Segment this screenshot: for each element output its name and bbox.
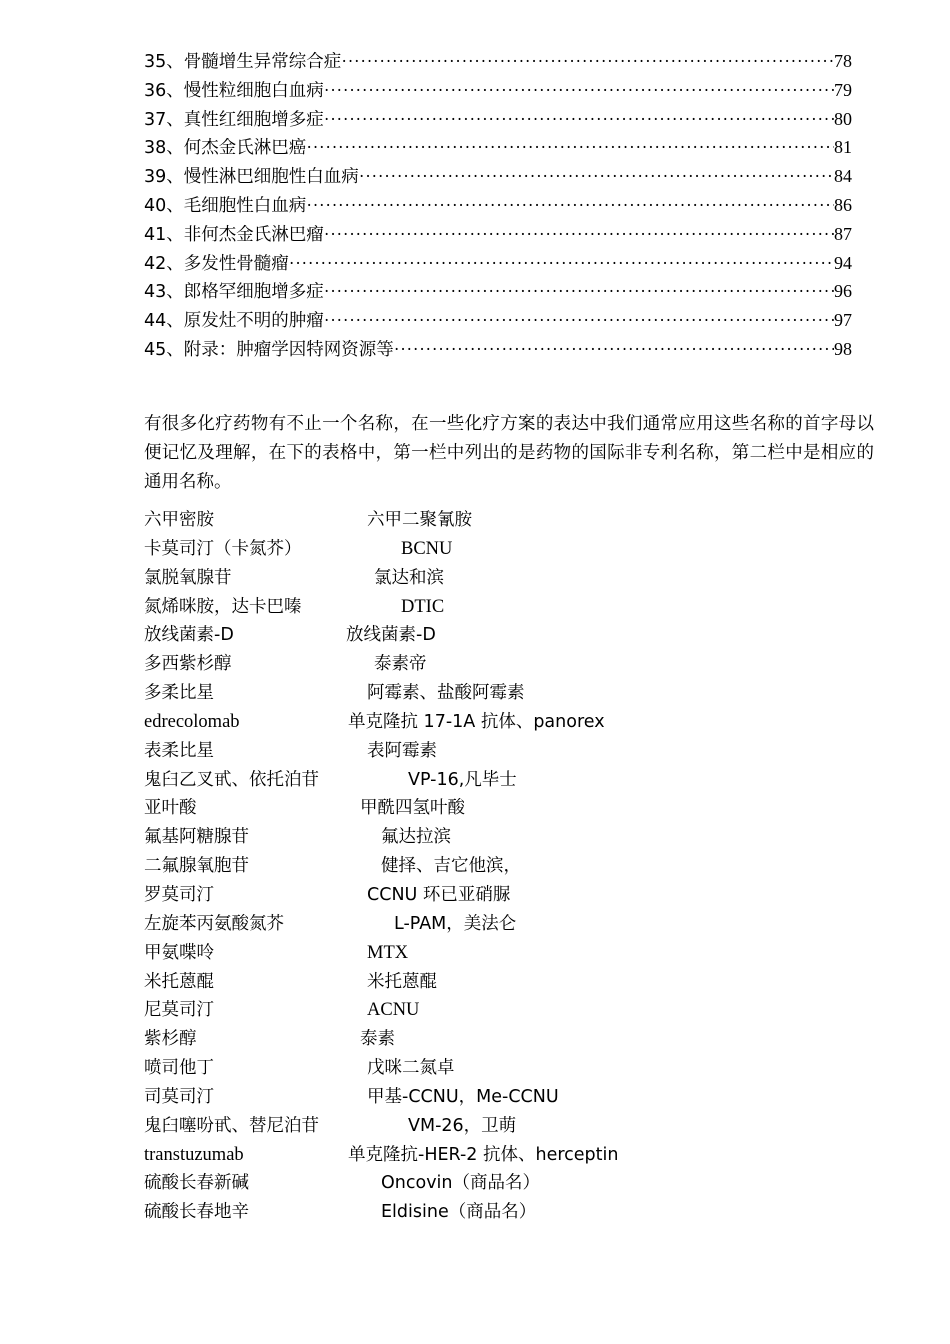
drug-inn-name: 喷司他丁	[144, 1058, 214, 1079]
drug-generic-name: BCNU	[401, 538, 453, 559]
drug-generic-name: 米托蒽醌	[367, 971, 437, 992]
drug-generic-name: 氟达拉滨	[381, 827, 451, 848]
toc-entry[interactable]	[144, 105, 852, 134]
drug-inn-name: 罗莫司汀	[144, 884, 214, 905]
toc-page-number: 80	[834, 108, 852, 129]
toc-entry[interactable]	[144, 76, 852, 105]
toc-page-number: 98	[834, 338, 852, 359]
toc-entry-title: 38、何杰金氏淋巴癌	[144, 138, 307, 159]
drug-inn-name: 氟基阿糖腺苷	[144, 827, 249, 848]
drug-inn-name: 鬼臼噻吩甙、替尼泊苷	[144, 1115, 319, 1136]
drug-inn-name: 卡莫司汀（卡氮芥）	[144, 538, 302, 559]
drug-row	[144, 1054, 844, 1083]
drug-generic-name: L-PAM，美法仑	[394, 913, 517, 934]
toc-entry[interactable]	[144, 277, 852, 306]
toc-entry-title: 39、慢性淋巴细胞性白血病	[144, 167, 359, 188]
toc-entry[interactable]	[144, 306, 852, 335]
drug-generic-name: DTIC	[401, 596, 445, 617]
drug-row	[144, 968, 844, 997]
drug-inn-name: 表柔比星	[144, 740, 214, 761]
toc-leader-dots	[394, 335, 834, 364]
toc-entry-title: 40、毛细胞性白血病	[144, 195, 307, 216]
drug-generic-name: 泰素帝	[374, 654, 427, 675]
drug-inn-name: 氮烯咪胺，达卡巴嗪	[144, 596, 302, 617]
toc-entry-title: 35、骨髓增生异常综合症	[144, 52, 342, 72]
drug-generic-name: 泰素	[360, 1029, 395, 1050]
toc-page-number: 96	[834, 281, 852, 302]
drug-inn-name: 放线菌素-D	[144, 625, 234, 646]
drug-generic-name: VP-16,凡毕士	[408, 769, 517, 790]
drug-row	[144, 621, 844, 650]
drug-inn-name: 司莫司汀	[144, 1086, 214, 1107]
drug-generic-name: MTX	[367, 942, 409, 963]
drug-generic-name: Oncovin（商品名）	[381, 1173, 541, 1194]
toc-entry[interactable]	[144, 191, 852, 220]
drug-generic-name: 甲酰四氢叶酸	[360, 798, 465, 819]
drug-row	[144, 794, 844, 823]
toc-entry[interactable]	[144, 249, 852, 278]
drug-generic-name: 单克隆抗 17-1A 抗体、panorex	[348, 711, 605, 732]
drug-generic-name: ACNU	[367, 1000, 420, 1021]
drug-row	[144, 1198, 844, 1227]
drug-row	[144, 1112, 844, 1141]
drug-inn-name: 甲氨喋呤	[144, 942, 214, 963]
drug-row	[144, 708, 844, 737]
drug-row	[144, 650, 844, 679]
toc-leader-dots	[324, 76, 834, 105]
drug-row	[144, 564, 844, 593]
toc-page-number: 86	[834, 194, 852, 215]
intro-paragraph: 有很多化疗药物有不止一个名称，在一些化疗方案的表达中我们通常应用这些名称的首字母以便记忆及理解，在下的表格中，第一栏中列出的是药物的国际非专利名称，第二栏中是相应的通用名称。	[144, 413, 874, 492]
drug-inn-name: transtuzumab	[144, 1144, 244, 1165]
drug-inn-name: 鬼臼乙叉甙、依托泊苷	[144, 769, 319, 790]
drug-inn-name: 硫酸长春地辛	[144, 1202, 249, 1223]
toc-page-number: 84	[834, 166, 852, 187]
drug-generic-name: 阿霉素、盐酸阿霉素	[367, 683, 525, 704]
toc-entry-title: 36、慢性粒细胞白血病	[144, 80, 324, 101]
drug-row	[144, 852, 844, 881]
drug-inn-name: 紫杉醇	[144, 1029, 197, 1050]
toc-entry-title: 43、郎格罕细胞增多症	[144, 282, 324, 303]
drug-row	[144, 737, 844, 766]
drug-inn-name: 尼莫司汀	[144, 1000, 214, 1021]
toc-leader-dots	[341, 47, 834, 76]
drug-generic-name: 甲基-CCNU，Me-CCNU	[367, 1086, 559, 1107]
drug-inn-name: 六甲密胺	[144, 510, 214, 530]
drug-inn-name: 米托蒽醌	[144, 971, 214, 992]
drug-row	[144, 881, 844, 910]
drug-row	[144, 593, 844, 622]
drug-generic-name: 健择、吉它他滨，	[381, 856, 521, 877]
toc-leader-dots	[289, 249, 834, 278]
toc-leader-dots	[306, 133, 834, 162]
drug-row	[144, 766, 844, 795]
table-of-contents	[144, 47, 852, 364]
drug-inn-name: 多柔比星	[144, 683, 214, 704]
drug-row	[144, 1169, 844, 1198]
drug-row	[144, 910, 844, 939]
toc-leader-dots	[324, 306, 834, 335]
drug-inn-name: 硫酸长春新碱	[144, 1173, 249, 1194]
toc-entry-title: 45、附录：肿瘤学因特网资源等	[144, 339, 394, 360]
drug-row	[144, 535, 844, 564]
toc-leader-dots	[306, 191, 834, 220]
drug-generic-name: VM-26，卫萌	[408, 1115, 517, 1136]
drug-generic-name: CCNU 环已亚硝脲	[367, 884, 511, 905]
toc-leader-dots	[359, 162, 834, 191]
toc-entry-title: 44、原发灶不明的肿瘤	[144, 311, 324, 332]
drug-row	[144, 996, 844, 1025]
drug-generic-name: 氯达和滨	[374, 567, 444, 588]
toc-page-number: 78	[834, 51, 852, 71]
drug-inn-name: 二氟腺氧胞苷	[144, 856, 249, 877]
drug-name-list	[144, 506, 844, 1227]
drug-generic-name: 六甲二聚氰胺	[367, 510, 472, 530]
toc-entry[interactable]	[144, 335, 852, 364]
drug-row	[144, 939, 844, 968]
toc-page-number: 87	[834, 223, 852, 244]
toc-entry-title: 42、多发性骨髓瘤	[144, 253, 289, 274]
drug-inn-name: 左旋苯丙氨酸氮芥	[144, 913, 284, 934]
drug-inn-name: 多西紫杉醇	[144, 654, 232, 675]
toc-page-number: 97	[834, 310, 852, 331]
drug-row	[144, 506, 844, 535]
toc-entry-title: 41、非何杰金氏淋巴瘤	[144, 224, 324, 245]
toc-entry[interactable]	[144, 162, 852, 191]
drug-row	[144, 679, 844, 708]
drug-generic-name: 放线菌素-D	[346, 625, 436, 646]
toc-entry[interactable]	[144, 47, 852, 76]
drug-inn-name: 亚叶酸	[144, 798, 197, 819]
drug-row	[144, 1141, 844, 1170]
drug-generic-name: 表阿霉素	[367, 740, 437, 761]
toc-leader-dots	[324, 277, 834, 306]
drug-generic-name: Eldisine（商品名）	[381, 1202, 537, 1223]
drug-generic-name: 单克隆抗-HER-2 抗体、herceptin	[348, 1144, 619, 1165]
drug-row	[144, 823, 844, 852]
toc-leader-dots	[324, 105, 834, 134]
toc-entry-title: 37、真性红细胞增多症	[144, 109, 324, 130]
drug-generic-name: 戊咪二氮卓	[367, 1058, 455, 1079]
toc-leader-dots	[324, 220, 834, 249]
toc-page-number: 94	[834, 252, 852, 273]
drug-row	[144, 1083, 844, 1112]
toc-entry[interactable]	[144, 133, 852, 162]
drug-row	[144, 1025, 844, 1054]
toc-entry[interactable]	[144, 220, 852, 249]
drug-inn-name: 氯脱氧腺苷	[144, 567, 232, 588]
toc-page-number: 81	[834, 137, 852, 158]
drug-inn-name: edrecolomab	[144, 711, 240, 732]
toc-page-number: 79	[834, 79, 852, 100]
